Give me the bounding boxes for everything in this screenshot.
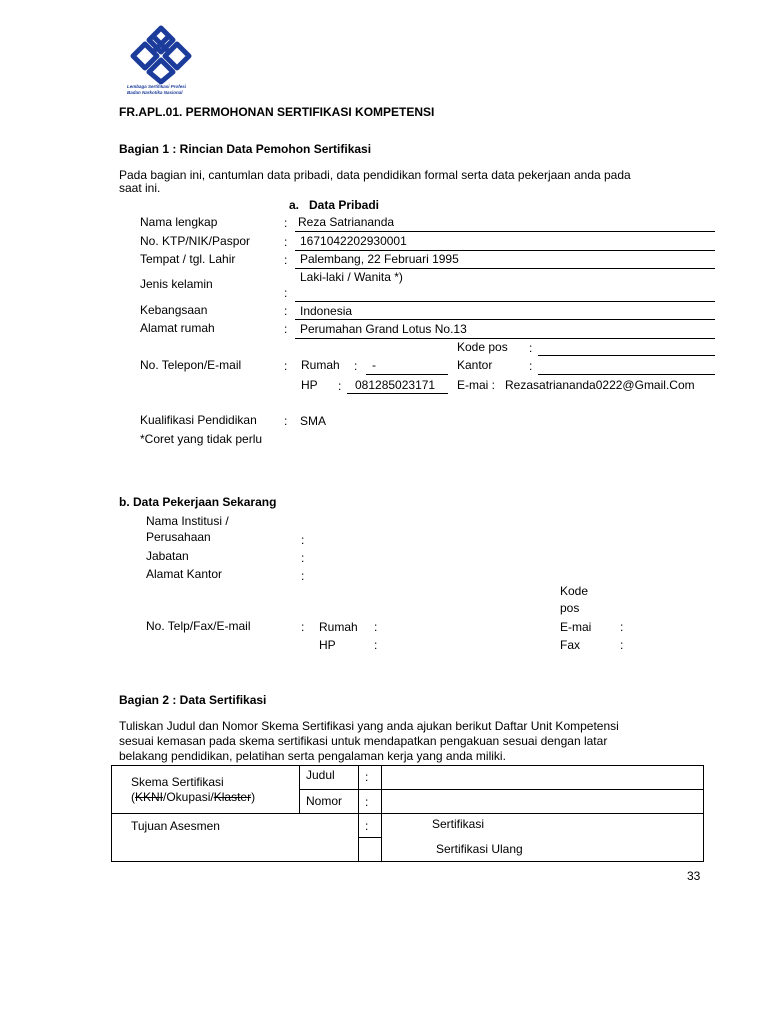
jk-colon: :: [284, 286, 288, 300]
section-b-heading: b. Data Pekerjaan Sekarang: [119, 495, 277, 509]
hp-underline: [347, 393, 448, 394]
alamat-colon: :: [284, 322, 288, 336]
skema-type-line: [131, 790, 293, 805]
logo: [123, 24, 199, 100]
nomor-label-cell: [300, 790, 359, 814]
nomor-label: Nomor: [306, 794, 343, 808]
judul-value-cell[interactable]: [382, 766, 704, 790]
nama-value[interactable]: Reza Satriananda: [298, 215, 395, 229]
section-2-intro-line3: belakang pendidikan, pelatihan serta pengalaman kerja yang anda miliki.: [119, 749, 506, 763]
option-sertifikasi-label: Sertifikasi: [432, 817, 485, 831]
work-rumah-colon: :: [374, 620, 378, 634]
tujuan-label: Tujuan Asesmen: [131, 819, 220, 833]
skema-open-paren: (: [131, 789, 135, 804]
alamat-kantor-colon: :: [301, 569, 305, 583]
section-1-heading: Bagian 1 : Rincian Data Pemohon Sertifikasi: [119, 142, 372, 156]
jk-underline: [295, 301, 715, 302]
section-1-intro-line1: Pada bagian ini, cantumlan data pribadi, data pendidikan formal serta data pekerjaan anda pada: [119, 168, 631, 182]
work-hp-colon: :: [374, 638, 378, 652]
judul-label-cell: [300, 766, 359, 790]
ktp-value[interactable]: 1671042202930001: [300, 234, 407, 248]
tujuan-option-sertifikasi-ulang[interactable]: [382, 838, 704, 862]
ttl-underline: [295, 268, 715, 269]
skema-kkni: KKNI: [135, 789, 164, 804]
tujuan-colon-spacer: [359, 838, 382, 862]
email-value[interactable]: Rezasatriananda0222@Gmail.Com: [505, 378, 695, 392]
work-fax-colon: :: [620, 638, 624, 652]
skema-label: Skema Sertifikasi: [131, 774, 224, 789]
kebangsaan-value[interactable]: Indonesia: [300, 304, 353, 318]
kodepos-label-line1: Kode: [560, 584, 589, 598]
alamat-kantor-label: Alamat Kantor: [146, 567, 223, 581]
telp-fax-colon: :: [301, 620, 305, 634]
nomor-colon: :: [365, 795, 369, 809]
logo-text-line1: Lembaga Sertifikasi Profesi: [127, 84, 187, 89]
skema-klaster: Klaster: [213, 789, 252, 804]
tujuan-colon-cell: [359, 814, 382, 838]
kodepos-label-line2: pos: [560, 601, 580, 615]
option-sertifikasi-ulang-label: Sertifikasi Ulang: [436, 841, 523, 856]
tujuan-colon: :: [365, 819, 369, 833]
tujuan-option-sertifikasi[interactable]: [382, 814, 704, 838]
telepon-colon: :: [284, 359, 288, 373]
institusi-label-line2: Perusahaan: [146, 530, 211, 544]
rumah-underline: [366, 374, 448, 375]
section-2-intro-line2: sesuai kemasan pada skema sertifikasi untuk mendapatkan pengakuan sesuai dengan latar: [119, 734, 608, 748]
skema-cell: [112, 766, 300, 814]
ktp-colon: :: [284, 235, 288, 249]
ttl-label: Tempat / tgl. Lahir: [140, 252, 236, 266]
telepon-label: No. Telepon/E-mail: [140, 358, 242, 372]
subsection-a-marker: a.: [289, 198, 300, 212]
alamat-value[interactable]: Perumahan Grand Lotus No.13: [300, 322, 467, 336]
kebangsaan-colon: :: [284, 304, 288, 318]
tujuan-cell: [112, 814, 359, 862]
skema-okupasi: /Okupasi/: [163, 789, 214, 804]
email-label: E-mai :: [457, 378, 496, 392]
kodepos-underline[interactable]: [538, 355, 715, 356]
jabatan-colon: :: [301, 551, 305, 565]
section-1-intro-line2: saat ini.: [119, 181, 161, 195]
jabatan-label: Jabatan: [146, 549, 189, 563]
ktp-label: No. KTP/NIK/Paspor: [140, 234, 251, 248]
section-2-intro-line1: Tuliskan Judul dan Nomor Skema Sertifikasi yang anda ajukan berikut Daftar Unit Kompetensi: [119, 719, 619, 733]
nama-colon: :: [284, 216, 288, 230]
institusi-label-line1: Nama Institusi /: [146, 514, 229, 528]
ktp-underline: [295, 250, 715, 251]
kodepos-colon: :: [529, 341, 533, 355]
kualifikasi-colon: :: [284, 414, 288, 428]
hp-colon: :: [338, 379, 342, 393]
jk-value[interactable]: Laki-laki / Wanita *): [300, 270, 403, 284]
hp-value[interactable]: 081285023171: [355, 378, 436, 392]
judul-colon-cell: [359, 766, 382, 790]
jk-label: Jenis kelamin: [140, 277, 213, 291]
rumah-value[interactable]: -: [372, 358, 376, 372]
section-2-heading: Bagian 2 : Data Sertifikasi: [119, 693, 267, 707]
subsection-a-title: Data Pribadi: [309, 198, 380, 212]
kualifikasi-value[interactable]: SMA: [300, 414, 327, 428]
skema-close-paren: ): [251, 789, 256, 804]
page-number: 33: [687, 869, 701, 883]
nama-label: Nama lengkap: [140, 215, 218, 229]
kantor-colon: :: [529, 359, 533, 373]
sertifikasi-table: [111, 765, 704, 862]
kantor-label: Kantor: [457, 358, 493, 372]
nomor-value-cell[interactable]: [382, 790, 704, 814]
alamat-label: Alamat rumah: [140, 321, 215, 335]
coret-note: *Coret yang tidak perlu: [140, 432, 263, 446]
document-title: FR.APL.01. PERMOHONAN SERTIFIKASI KOMPETENSI: [119, 105, 435, 119]
work-email-colon: :: [620, 620, 624, 634]
rumah-label: Rumah: [301, 358, 340, 372]
nama-underline: [295, 231, 715, 232]
ttl-value[interactable]: Palembang, 22 Februari 1995: [300, 252, 459, 266]
lsp-knot-logo-icon: [123, 24, 199, 84]
ttl-colon: :: [284, 253, 288, 267]
judul-label: Judul: [306, 768, 335, 782]
kebangsaan-underline: [295, 319, 715, 320]
judul-colon: :: [365, 770, 369, 784]
work-fax-label: Fax: [560, 638, 581, 652]
institusi-colon: :: [301, 533, 305, 547]
kantor-underline[interactable]: [538, 374, 715, 375]
nomor-colon-cell: [359, 790, 382, 814]
kualifikasi-label: Kualifikasi Pendidikan: [140, 413, 257, 427]
alamat-underline: [295, 338, 715, 339]
rumah-colon: :: [354, 359, 358, 373]
hp-label: HP: [301, 378, 318, 392]
telp-fax-label: No. Telp/Fax/E-mail: [146, 619, 251, 633]
kodepos-label: Kode pos: [457, 340, 508, 354]
kebangsaan-label: Kebangsaan: [140, 303, 208, 317]
work-email-label: E-mai: [560, 620, 592, 634]
work-hp-label: HP: [319, 638, 336, 652]
logo-text-line2: Badan Narkotika Nasional: [127, 90, 183, 95]
work-rumah-label: Rumah: [319, 620, 358, 634]
